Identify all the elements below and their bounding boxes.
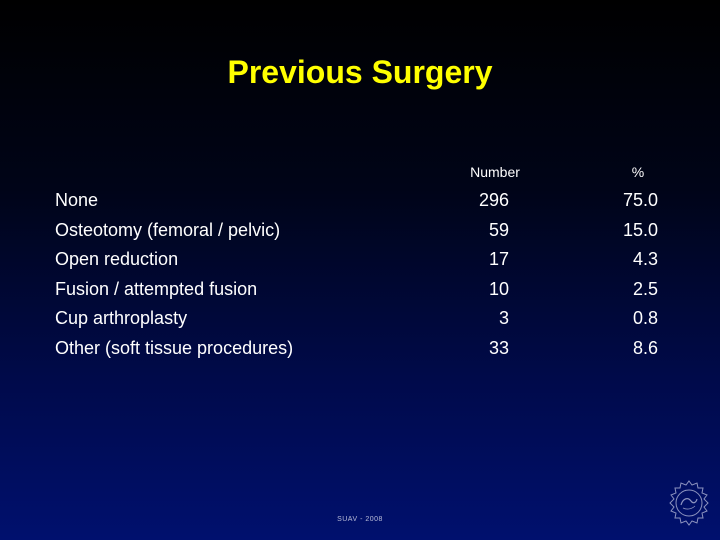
row-label: Other (soft tissue procedures) <box>55 337 294 358</box>
column-header-percent: % <box>631 164 645 180</box>
surgery-table <box>0 186 720 363</box>
row-percent: 15.0 <box>622 219 658 240</box>
row-number: 10 <box>488 278 509 299</box>
row-label: None <box>55 190 99 210</box>
table-row <box>0 245 720 275</box>
row-percent: 2.5 <box>632 278 658 299</box>
table-row <box>0 275 720 305</box>
row-number: 17 <box>488 249 509 269</box>
table-row <box>0 334 720 364</box>
table-row <box>0 216 720 246</box>
row-percent: 8.6 <box>632 337 658 358</box>
row-label: Fusion / attempted fusion <box>55 278 258 299</box>
row-number: 296 <box>478 190 509 210</box>
slide-footer: SUAV - 2008 <box>337 516 383 523</box>
row-label: Open reduction <box>55 249 179 269</box>
row-number: 33 <box>488 337 509 358</box>
row-percent: 75.0 <box>622 190 658 210</box>
table-row <box>0 186 720 216</box>
row-label: Osteotomy (femoral / pelvic) <box>55 219 281 240</box>
row-label: Cup arthroplasty <box>55 308 188 328</box>
row-number: 59 <box>488 219 509 240</box>
row-percent: 4.3 <box>632 249 658 269</box>
column-header-number: Number <box>470 164 520 180</box>
row-percent: 0.8 <box>632 308 658 328</box>
seal-logo-icon <box>664 478 714 528</box>
table-row <box>0 304 720 334</box>
row-number: 3 <box>498 308 509 328</box>
slide-title: Previous Surgery <box>227 54 493 90</box>
